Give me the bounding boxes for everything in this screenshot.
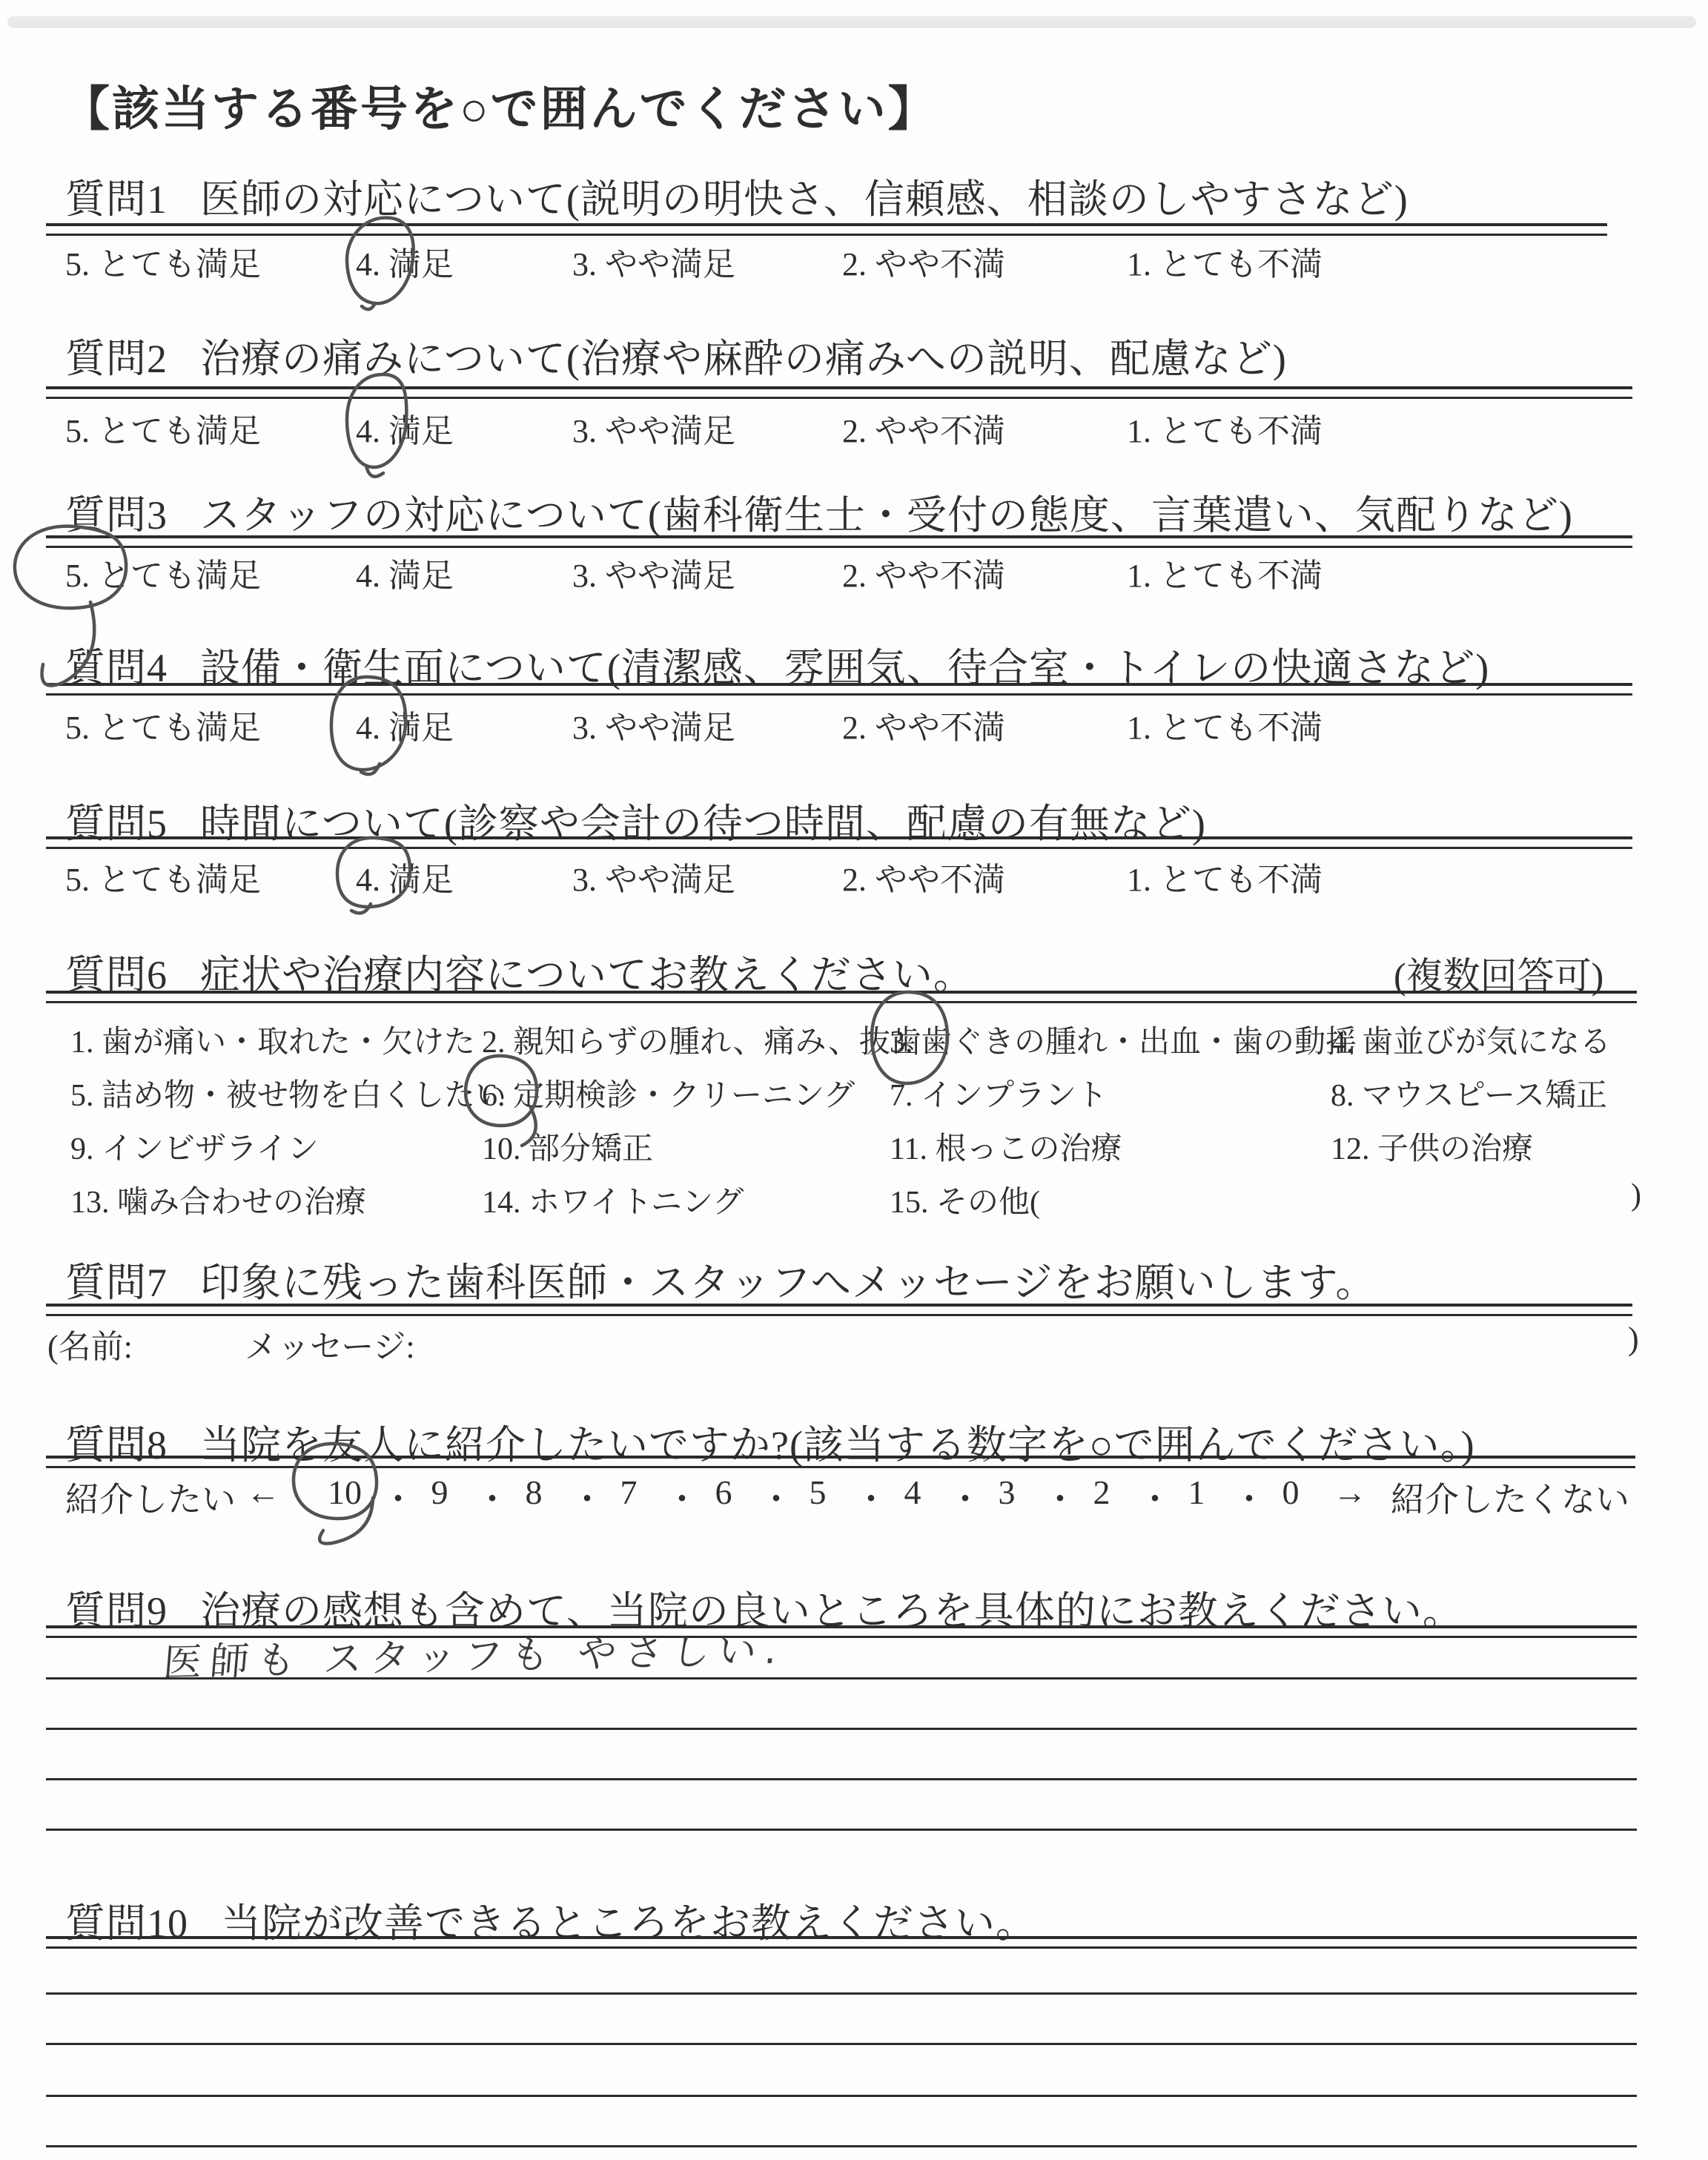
q9-label: 質問9 <box>65 1589 168 1634</box>
q8-right-arrow-icon: → <box>1333 1473 1367 1511</box>
q10-divider <box>46 1936 1637 1949</box>
q8-scale-6: 6 <box>715 1473 732 1511</box>
q9-handwritten-answer: 医師も スタッフも やさしい. <box>161 1628 787 1686</box>
q3-option-2: 2. やや不満 <box>842 558 1005 594</box>
q9-answer-line <box>46 1829 1637 1831</box>
q6-other-close-paren: ) <box>1631 1178 1641 1212</box>
q8-left-label: 紹介したい <box>65 1481 236 1519</box>
q10-label: 質問10 <box>65 1901 188 1946</box>
q8-dot: ・ <box>854 1481 888 1519</box>
q4-option-5: 5. とても満足 <box>65 710 261 746</box>
q10-answer-line <box>46 2095 1637 2097</box>
q6-item-15: 15. その他( <box>890 1186 1040 1220</box>
q7-label: 質問7 <box>65 1261 168 1305</box>
q9-answer-line <box>46 1778 1637 1780</box>
q1-option-5: 5. とても満足 <box>65 246 261 283</box>
q6-item-13: 13. 噛み合わせの治療 <box>70 1186 367 1220</box>
q4-option-1: 1. とても不満 <box>1127 710 1323 746</box>
q8-dot: ・ <box>1232 1481 1266 1519</box>
q5-option-2: 2. やや不満 <box>842 862 1005 898</box>
q2-text: 治療の痛みについて(治療や麻酔の痛みへの説明、配慮など) <box>200 337 1287 381</box>
q4-divider <box>46 683 1632 696</box>
q5-option-1: 1. とても不満 <box>1127 862 1323 898</box>
q1-divider <box>46 223 1607 236</box>
q8-scale-0: 0 <box>1282 1473 1300 1511</box>
q6-item-5: 5. 詰め物・被せ物を白くしたい <box>70 1079 507 1113</box>
q6-item-7: 7. インプラント <box>890 1079 1108 1113</box>
q8-scale-8: 8 <box>525 1473 543 1511</box>
q1-label: 質問1 <box>65 177 168 222</box>
q2-option-3: 3. やや満足 <box>572 413 735 449</box>
q5-divider <box>46 836 1632 849</box>
q3-option-3: 3. やや満足 <box>572 558 735 594</box>
q7-close-paren: ) <box>1628 1321 1639 1357</box>
q2-option-4: 4. 満足 <box>356 413 454 449</box>
q6-item-8: 8. マウスピース矯正 <box>1331 1079 1607 1113</box>
scan-artifact-band <box>7 16 1696 28</box>
q8-scale-1: 1 <box>1188 1473 1205 1511</box>
q6-item-9: 9. インビザライン <box>70 1132 319 1166</box>
q7-name-label: (名前: <box>47 1329 133 1365</box>
q8-dot: ・ <box>665 1481 699 1519</box>
q6-item-3: 3. 歯ぐきの腫れ・出血・歯の動揺 <box>890 1025 1357 1060</box>
q5-option-5: 5. とても満足 <box>65 862 261 898</box>
q10-text: 当院が改善できるところをお教えください。 <box>221 1901 1036 1946</box>
q6-item-1: 1. 歯が痛い・取れた・欠けた <box>70 1025 476 1060</box>
q8-label: 質問8 <box>65 1423 168 1467</box>
q8-dot: ・ <box>381 1481 415 1519</box>
q4-option-2: 2. やや不満 <box>842 710 1005 746</box>
q8-left-arrow-icon: ← <box>246 1473 280 1511</box>
q9-answer-line <box>46 1728 1637 1730</box>
q6-divider <box>46 991 1637 1003</box>
q8-scale-3: 3 <box>998 1473 1016 1511</box>
q6-item-12: 12. 子供の治療 <box>1331 1132 1534 1166</box>
q8-scale-2: 2 <box>1093 1473 1110 1511</box>
q2-heading <box>65 327 1287 384</box>
q5-text: 時間について(診察や会計の待つ時間、配慮の有無など) <box>200 802 1206 846</box>
q3-option-4: 4. 満足 <box>356 558 454 594</box>
q4-label: 質問4 <box>65 646 168 690</box>
q6-item-2: 2. 親知らずの腫れ、痛み、抜歯 <box>482 1025 922 1060</box>
q10-answer-line <box>46 1992 1637 1995</box>
q3-option-1: 1. とても不満 <box>1127 558 1323 594</box>
q10-answer-line <box>46 2145 1637 2147</box>
q8-dot: ・ <box>1043 1481 1077 1519</box>
q8-dot: ・ <box>759 1481 793 1519</box>
q8-scale-5: 5 <box>809 1473 827 1511</box>
q6-text: 症状や治療内容についてお教えください。 <box>200 953 974 997</box>
q7-divider <box>46 1304 1632 1316</box>
q4-option-3: 3. やや満足 <box>572 710 735 746</box>
q3-option-5: 5. とても満足 <box>65 558 261 594</box>
q2-divider <box>46 386 1632 399</box>
q2-option-2: 2. やや不満 <box>842 413 1005 449</box>
q1-option-4: 4. 満足 <box>356 246 454 283</box>
q7-heading <box>65 1251 1376 1308</box>
q10-answer-line <box>46 2043 1637 2045</box>
q6-item-11: 11. 根っこの治療 <box>890 1132 1122 1166</box>
q2-option-1: 1. とても不満 <box>1127 413 1323 449</box>
q6-label: 質問6 <box>65 953 168 997</box>
q8-divider <box>46 1456 1635 1468</box>
q1-text: 医師の対応について(説明の明快さ、信頼感、相談のしやすさなど) <box>200 177 1409 222</box>
q6-item-10: 10. 部分矯正 <box>482 1132 654 1166</box>
q8-dot: ・ <box>948 1481 982 1519</box>
q6-item-4: 4. 歯並びが気になる <box>1331 1025 1612 1060</box>
q8-dot: ・ <box>570 1481 604 1519</box>
q4-option-4: 4. 満足 <box>356 710 454 746</box>
q3-label: 質問3 <box>65 493 168 538</box>
q9-answer-line <box>46 1677 1637 1680</box>
q2-option-5: 5. とても満足 <box>65 413 261 449</box>
q8-scale-7: 7 <box>620 1473 638 1511</box>
q8-text: 当院を友人に紹介したいですか?(該当する数字を○で囲んでください。) <box>200 1423 1475 1467</box>
q6-multi-answer-note: (複数回答可) <box>1394 955 1604 997</box>
q5-label: 質問5 <box>65 802 168 846</box>
q9-text: 治療の感想も含めて、当院の良いところを具体的にお教えください。 <box>200 1589 1463 1634</box>
q1-heading <box>65 168 1409 225</box>
q3-text: スタッフの対応について(歯科衛生士・受付の態度、言葉遣い、気配りなど) <box>200 493 1573 538</box>
q6-item-14: 14. ホワイトニング <box>482 1186 744 1220</box>
q3-divider <box>46 535 1632 548</box>
q8-dot: ・ <box>475 1481 509 1519</box>
q4-text: 設備・衛生面について(清潔感、雰囲気、待合室・トイレの快適さなど) <box>200 646 1490 690</box>
q7-message-label: メッセージ: <box>245 1329 415 1365</box>
q5-option-4: 4. 満足 <box>356 862 454 898</box>
q8-scale-9: 9 <box>431 1473 448 1511</box>
q7-text: 印象に残った歯科医師・スタッフへメッセージをお願いします。 <box>200 1261 1377 1305</box>
q2-label: 質問2 <box>65 337 168 381</box>
q6-item-6: 6. 定期検診・クリーニング <box>482 1079 855 1113</box>
q8-right-label: 紹介したくない <box>1391 1481 1629 1519</box>
q1-option-2: 2. やや不満 <box>842 246 1005 283</box>
q3-heading <box>65 483 1573 541</box>
q8-dot: ・ <box>1138 1481 1172 1519</box>
q1-option-3: 3. やや満足 <box>572 246 735 283</box>
q8-scale-4: 4 <box>904 1473 921 1511</box>
form-title: 【該当する番号を○で囲んでください】 <box>62 83 938 136</box>
q8-scale-10: 10 <box>328 1473 362 1511</box>
q5-option-3: 3. やや満足 <box>572 862 735 898</box>
q1-option-1: 1. とても不満 <box>1127 246 1323 283</box>
